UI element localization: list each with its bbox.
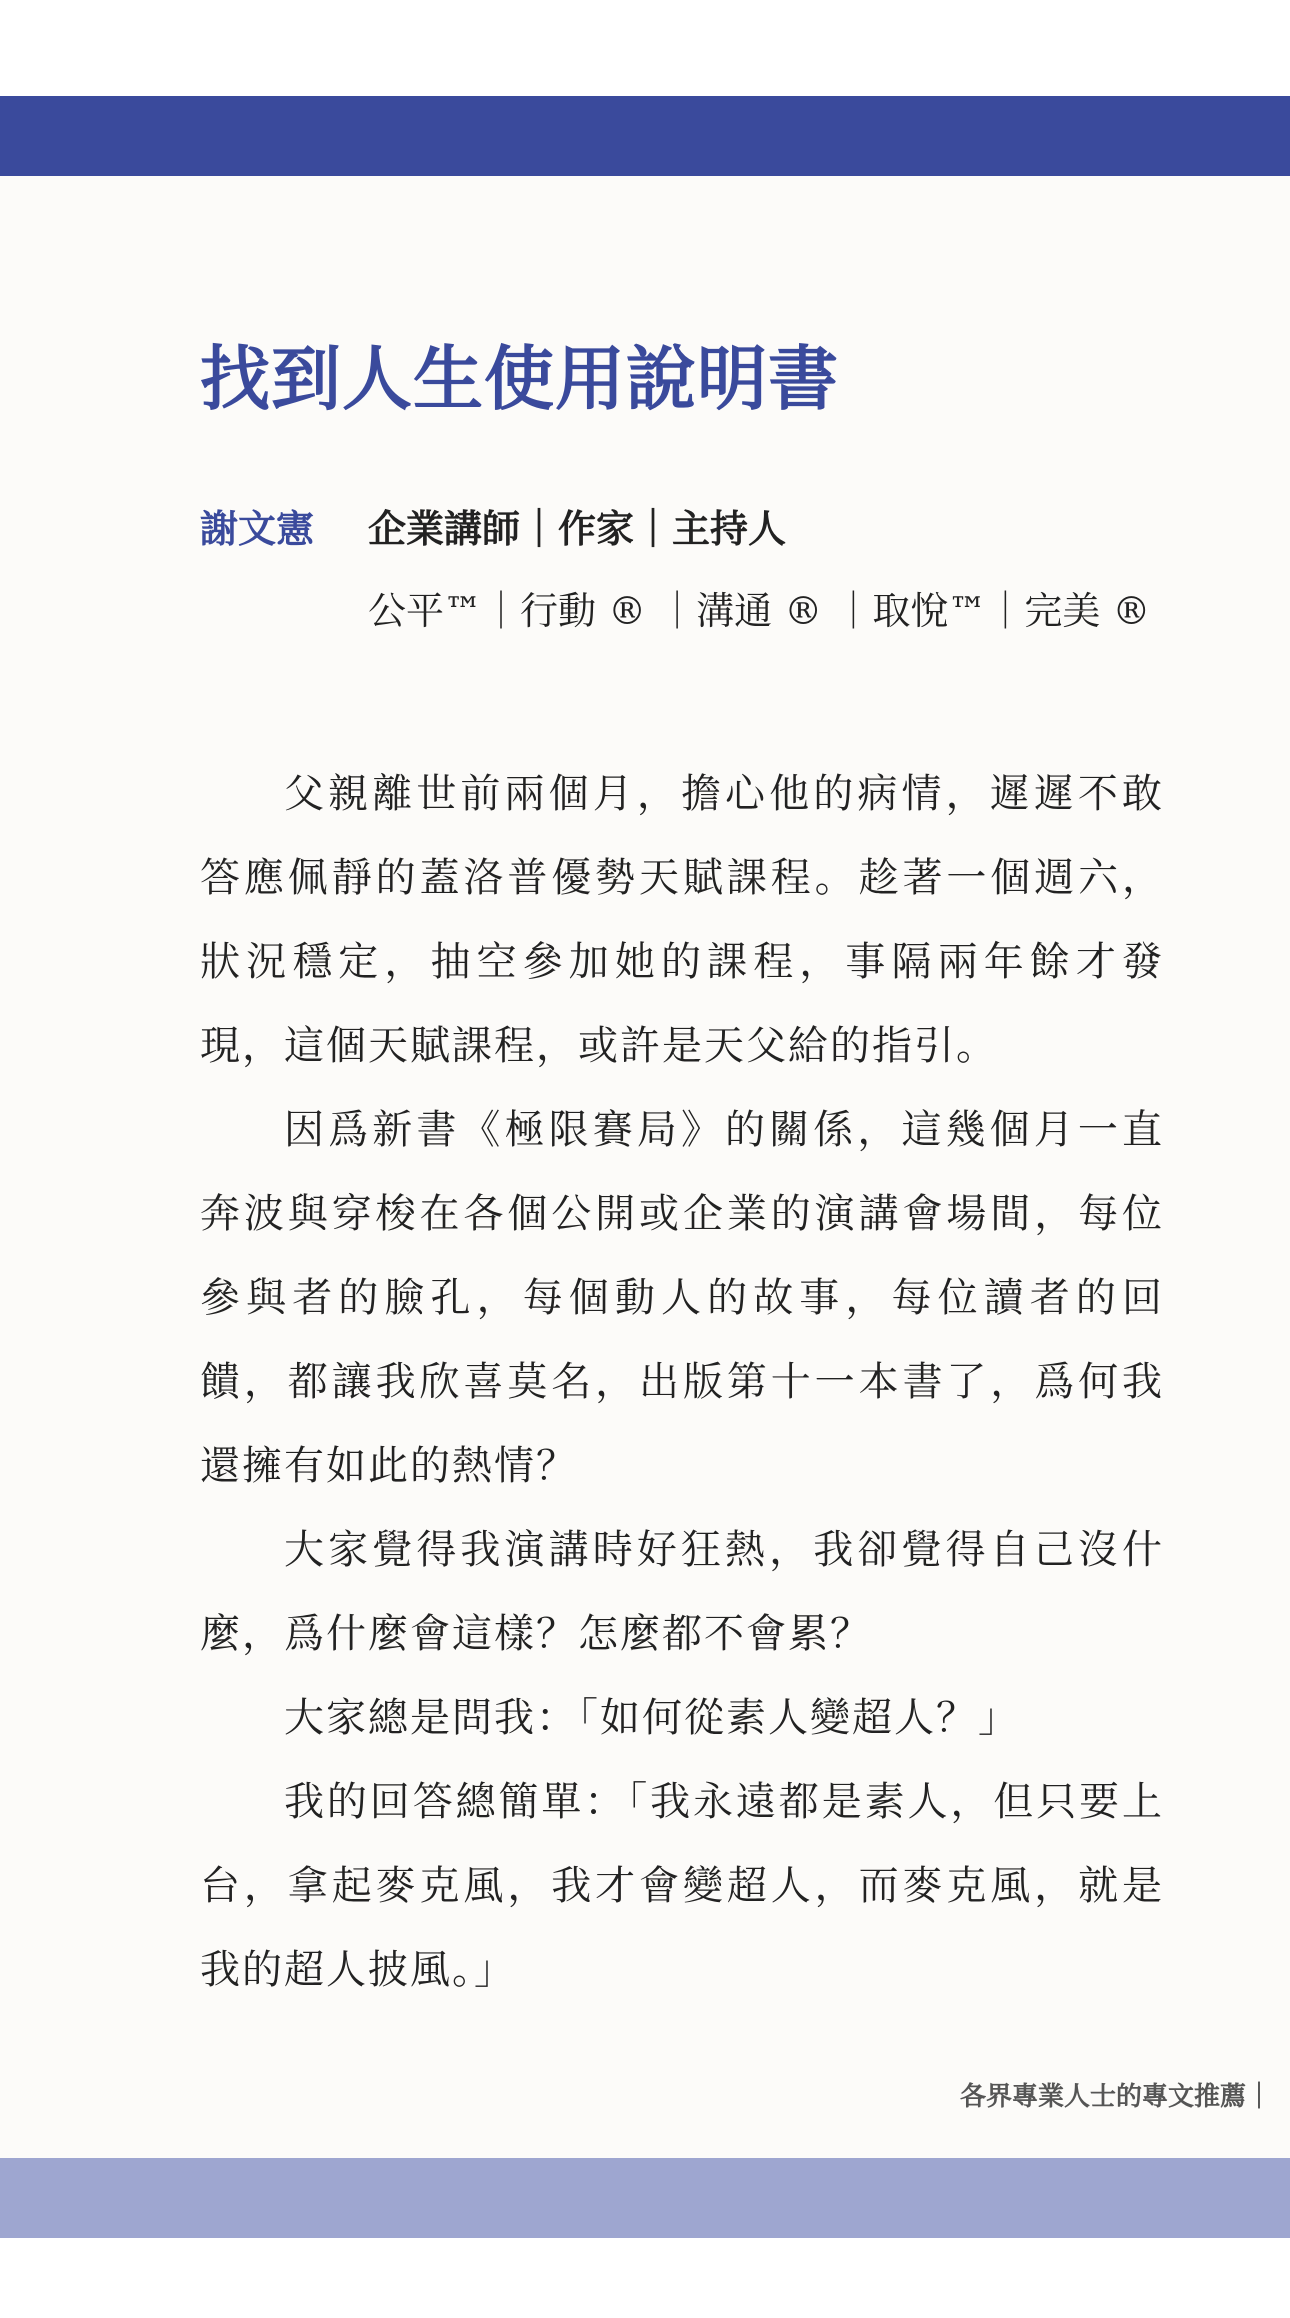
paragraph: 大家總是問我：「如何從素人變超人？」 xyxy=(284,1695,1020,1741)
paragraph: 因爲新書《極限賽局》的關係，這幾個月一直奔波與穿梭在各個公開或企業的演講會場間，每位參與者的臉孔，每個動人的故事，每位讀者的回饋，都讓我欣喜莫名，出版第十一本書了，爲何我還擁有如此的熱情？ xyxy=(200,1107,1164,1489)
page-title: 找到人生使用說明書 xyxy=(200,337,839,420)
top-color-band xyxy=(0,96,1290,176)
paragraph: 父親離世前兩個月，擔心他的病情，遲遲不敢答應佩靜的蓋洛普優勢天賦課程。趁著一個週六，狀況穩定，抽空參加她的課程，事隔兩年餘才發現，這個天賦課程，或許是天父給的指引。 xyxy=(200,771,1164,1069)
author-name: 謝文憲 xyxy=(200,506,315,551)
article-body xyxy=(200,752,1164,2012)
paragraph: 我的回答總簡單：「我永遠都是素人，但只要上台，拿起麥克風，我才會變超人，而麥克風，就是我的超人披風。」 xyxy=(200,1779,1164,1993)
author-strengths: 公平™｜行動 ® ｜溝通 ® ｜取悅™｜完美 ® xyxy=(368,589,1151,633)
paragraph: 大家覺得我演講時好狂熱，我卻覺得自己沒什麼，爲什麼會這樣？怎麼都不會累？ xyxy=(200,1527,1164,1657)
author-roles: 企業講師｜作家｜主持人 xyxy=(368,506,787,551)
running-footer: 各界專業人士的專文推薦｜ xyxy=(959,2082,1272,2112)
bottom-color-band xyxy=(0,2158,1290,2238)
